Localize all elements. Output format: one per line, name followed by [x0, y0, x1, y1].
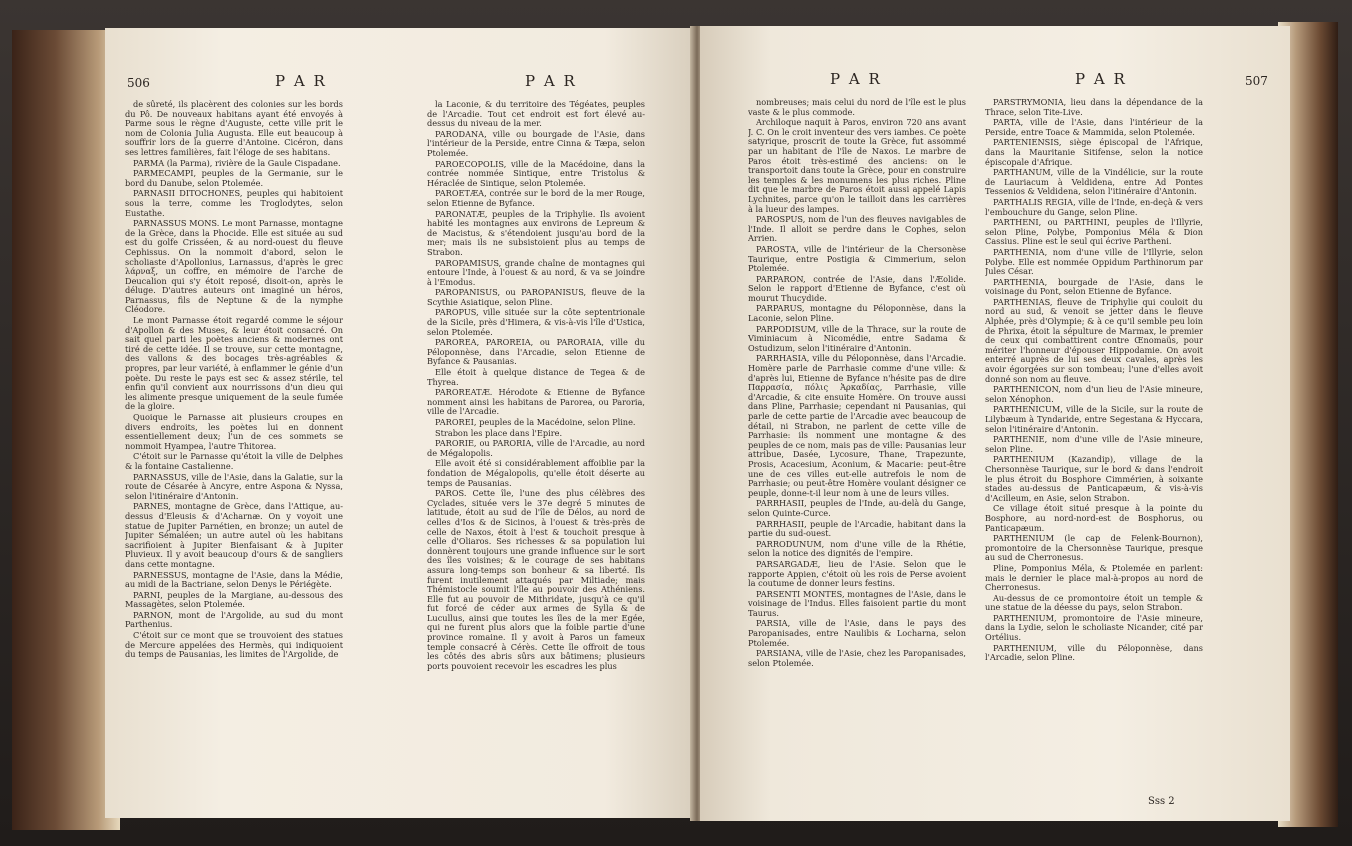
- signature-mark: Sss 2: [1148, 796, 1175, 807]
- dictionary-entry: PARTHENIUM (le cap de Felenk-Bournon), promontoire de la Chersonnèse Taurique, presque au sud de Cherronesus.: [985, 533, 1203, 563]
- dictionary-entry: PARTHENIUM, promontoire de l'Asie mineure, dans la Lydie, selon le scholiaste Nicander, cité par Ortélius.: [985, 612, 1203, 643]
- running-head-right-b: P A R: [1075, 70, 1127, 88]
- dictionary-entry: PARTENIENSIS, siège épiscopal de l'Afrique, dans la Mauritanie Sitifense, selon la notice épiscopale d'Afrique.: [985, 137, 1203, 167]
- dictionary-entry: PARNON, mont de l'Argolide, au sud du mont Parthenius.: [125, 609, 343, 630]
- dictionary-entry: Le mont Parnasse étoit regardé comme le séjour d'Apollon & des Muses, & leur étoit consacré. On sait quel parti les poètes anciens & modernes ont tiré de cette idée. Il se trouve, sur cette montagne, des vallons & des bocages très-agréables & propres, par leur variété, à enflammer le génie d'un poète. Du reste le pays est sec & assez stérile, tel enfin qu'il convient aux nourrissons d'un dieu qui les alimente presque uniquement de la seule fumée de la gloire.: [125, 315, 343, 412]
- dictionary-entry: PARTHANUM, ville de la Vindélicie, sur la route de Lauriacum à Veldidena, entre Ad Pontes Tessenios & Veldidena, selon l'itinéraire d'Antonin.: [985, 167, 1203, 197]
- dictionary-entry: PARTHENIE, nom d'une ville de l'Asie mineure, selon Pline.: [985, 434, 1203, 454]
- dictionary-entry: PARSARGADÆ, lieu de l'Asie. Selon que le rapporte Appien, c'étoit où les rois de Perse avoient la coutume de donner leurs festins.: [748, 558, 966, 589]
- dictionary-entry: PARPARUS, montagne du Péloponnèse, dans la Laconie, selon Pline.: [748, 303, 966, 324]
- dictionary-entry: PARNI, peuples de la Margiane, au-dessous des Massagètes, selon Ptolemée.: [125, 589, 343, 610]
- dictionary-entry: Archiloque naquit à Paros, environ 720 ans avant J. C. On le croit inventeur des vers iambes. Ce poète satyrique, proscrit de toute la Grèce, fut assommé par un habitant de l'île de Naxos. Le marbre de Paros étoit très-estimé des anciens: on le transportoit dans toute la Grèce, pour en construire les temples & les monumens les plus riches. Pline dit que le marbre de Paros étoit aussi appelé Lapis Lychnites, parce qu'on le tailloit dans les carrières à la lueur des lampes.: [748, 117, 966, 214]
- dictionary-entry: PAROS. Cette île, l'une des plus célèbres des Cyclades, située vers le 37e degré 5 minutes de latitude, étoit au sud de l'île de Délos, au nord de celles d'Ios & de Sicinos, à l'ouest & très-près de celle de Naxos, étoit à l'est & touchoit presque à celle d'Oliaros. Ses richesses & sa population lui donnèrent toujours une grande influence sur le sort des îles voisines; & le courage de ses habitans assura long-temps son bonheur & sa liberté. Ils furent inutilement attaqués par Miltiade; mais Thémistocle soumit l'île au pouvoir des Athéniens. Elle fut au pouvoir de Mithridate, jusqu'à ce qu'il fut forcé de céder aux armes de Sylla & de Lucullus, ainsi que toutes les îles de la mer Egée, qui ne furent plus alors que la foible partie d'une province romaine. Il y avoit à Paros un fameux temple consacré à Cérès. Cette île offroit de tous les côtés des abris sûrs aux bâtimens; plusieurs ports pouvoient recevoir les escadres les plus: [427, 488, 645, 671]
- dictionary-entry: PARNASSUS MONS. Le mont Parnasse, montagne de la Grèce, dans la Phocide. Elle est située au sud est du golfe Crisséen, & au nord-ouest du fleuve Cephissus. On la nommoit d'abord, selon le scholiaste d'Apollonius, Larnassus, d'après le grec λάρναξ, un coffre, en mémoire de l'arche de Deucalion qui s'y étoit reposé, disoit-on, après le déluge. D'autres auteurs ont imaginé un héros, Parnassus, fils de Neptune & de la nymphe Cléodore.: [125, 218, 343, 315]
- right-page-column-b: [985, 98, 1203, 821]
- dictionary-entry: PARNESSUS, montagne de l'Asie, dans la Médie, au midi de la Bactriane, selon Denys le Périégète.: [125, 569, 343, 590]
- dictionary-entry: PARTHENI, ou PARTHINI, peuples de l'Illyrie, selon Pline, Polybe, Pomponius Méla & Dion Cassius. Pline est le seul qui écrive Partheni.: [985, 217, 1203, 247]
- dictionary-entry: PARMECAMPI, peuples de la Germanie, sur le bord du Danube, selon Ptolemée.: [125, 168, 343, 188]
- dictionary-entry: PARTHALIS REGIA, ville de l'Inde, en-deçà & vers l'embouchure du Gange, selon Pline.: [985, 196, 1203, 217]
- dictionary-entry: PARPODISUM, ville de la Thrace, sur la route de Viminiacum à Nicomédie, entre Sadama & Ostudizum, selon l'itinéraire d'Antonin.: [748, 323, 966, 353]
- dictionary-entry: la Laconie, & du territoire des Tégéates, peuples de l'Arcadie. Tout cet endroit est fort élevé au-dessus du niveau de la mer.: [427, 100, 645, 129]
- dictionary-entry: PARTHENIA, nom d'une ville de l'Illyrie, selon Polybe. Elle est nommée Oppidum Parthinorum par Jules César.: [985, 246, 1203, 277]
- dictionary-entry: PARRODUNUM, nom d'une ville de la Rhétie, selon la notice des dignités de l'empire.: [748, 538, 966, 559]
- dictionary-entry: PAROETÆA, contrée sur le bord de la mer Rouge, selon Etienne de Byfance.: [427, 188, 645, 208]
- left-page: [105, 28, 693, 818]
- page-number-right: 507: [1245, 74, 1268, 88]
- dictionary-entry: PARTA, ville de l'Asie, dans l'intérieur de la Perside, entre Toace & Mammida, selon Ptolemée.: [985, 117, 1203, 137]
- page-number-left: 506: [127, 76, 150, 90]
- dictionary-entry: PARODANA, ville ou bourgade de l'Asie, dans l'intérieur de la Perside, entre Cinna & Tæpa, selon Ptolemée.: [427, 128, 645, 158]
- left-page-column-b: [427, 100, 645, 818]
- dictionary-entry: Au-dessus de ce promontoire étoit un temple & une statue de la déesse du pays, selon Strabon.: [985, 592, 1203, 613]
- dictionary-entry: PARTHENICUM, ville de la Sicile, sur la route de Lilybæum à Tyndaride, entre Segestana & Hyccara, selon l'itinéraire d'Antonin.: [985, 404, 1203, 434]
- dictionary-entry: PARMA (la Parma), rivière de la Gaule Cispadane.: [133, 157, 341, 168]
- dictionary-entry: PAROECOPOLIS, ville de la Macédoine, dans la contrée nommée Sintique, entre Tristolus & Héraclée de Sintique, selon Ptolemée.: [427, 158, 645, 188]
- dictionary-entry: PARPARON, contrée de l'Asie, dans l'Æolide. Selon le rapport d'Etienne de Byfance, c'est où mourut Thucydide.: [748, 273, 966, 303]
- running-head-right-a: P A R: [830, 70, 882, 88]
- dictionary-entry: PARTHENIAS, fleuve de Triphylie qui couloit du nord au sud, & venoit se jetter dans le fleuve Alphée, près d'Olympie; & à ce qu'il semble peu loin de Phrixa, étoit la sépulture de Marmax, le premier de ceux qui combattirent contre Œnomaüs, pour mériter l'honneur d'épouser Hippodamie. On avoit enterré auprès de lui ses deux cavales, après les avoir égorgées sur son tombeau; l'une d'elles avoit donné son nom au fleuve.: [985, 296, 1203, 384]
- dictionary-entry: C'étoit sur le Parnasse qu'étoit la ville de Delphes & la fontaine Castalienne.: [125, 451, 343, 471]
- dictionary-entry: PARTHENIUM, ville du Péloponnèse, dans l'Arcadie, selon Pline.: [985, 642, 1203, 663]
- dictionary-entry: PAROSTA, ville de l'intérieur de la Chersonèse Taurique, entre Postigia & Cimmerium, selon Ptolemée.: [748, 243, 966, 274]
- dictionary-entry: PAROSPUS, nom de l'un des fleuves navigables de l'Inde. Il alloit se perdre dans le Cophes, selon Arrien.: [748, 214, 966, 244]
- dictionary-entry: PARTHENIA, bourgade de l'Asie, dans le voisinage du Pont, selon Etienne de Byfance.: [985, 276, 1203, 297]
- dictionary-entry: C'étoit sur ce mont que se trouvoient des statues de Mercure appelées des Hermès, qui indiquoient du temps de Pausanias, les limites de l'Argolide, de: [125, 630, 343, 660]
- dictionary-entry: PARRHASIA, ville du Péloponnèse, dans l'Arcadie. Homère parle de Parrhasie comme d'une ville: & d'après lui, Etienne de Byfance n'hésite pas de dire Παρρασία, πόλις Ἀρκαδίας, Parrhasie, ville d'Arcadie, & cite ensuite Homère. On trouve aussi dans Pline, Parrhasie; cependant ni Pausanias, qui parle de cette partie de l'Arcadie avec beaucoup de détail, ni Strabon, ne parlent de cette ville de Parrhasie: ils nomment une montagne & des peuples de ce nom, mais pas de ville: Pausanias leur attribue, Dasée, Lycosure, Thane, Trapezunte, Prosis, Acacesium, Aconium, & Macarie: peut-être une de ces villes eut-elle autrefois le nom de Parrhasie; ou peut-être Homère voulant désigner ce peuple, donne-t-il leur nom à une de leurs villes.: [748, 353, 966, 498]
- dictionary-entry: PARORIE, ou PARORIA, ville de l'Arcadie, au nord de Mégalopolis.: [427, 438, 645, 458]
- dictionary-entry: PARSIA, ville de l'Asie, dans le pays des Paropanisades, entre Naulibis & Locharna, selon Ptolemée.: [748, 618, 966, 648]
- dictionary-entry: PARSTRYMONIA, lieu dans la dépendance de la Thrace, selon Tite-Live.: [985, 98, 1203, 117]
- dictionary-entry: nombreuses; mais celui du nord de l'île est le plus vaste & le plus commode.: [748, 98, 966, 117]
- dictionary-entry: PAROREI, peuples de la Macédoine, selon Pline.: [435, 417, 636, 427]
- dictionary-entry: de sûreté, ils placèrent des colonies sur les bords du Pô. De nouveaux habitans ayant été envoyés à Parme sous le règne d'Auguste, cette ville prit le nom de Colonia Julia Augusta. Elle eut beaucoup à souffrir lors de la guerre d'Antoine. Cicéron, dans ses lettres familières, fait l'éloge de ses habitans.: [125, 100, 343, 157]
- left-page-column-a: [125, 100, 343, 818]
- dictionary-entry: PARRHASII, peuples de l'Inde, au-delà du Gange, selon Quinte-Curce.: [748, 498, 966, 518]
- dictionary-entry: Elle avoit été si considérablement affoiblie par la fondation de Mégalopolis, qu'elle étoit déserte au temps de Pausanias.: [427, 458, 645, 488]
- dictionary-entry: PARNES, montagne de Grèce, dans l'Attique, au-dessus d'Eleusis & d'Acharnæ. On y voyoit une statue de Jupiter Parnétien, en bronze; un autel de Jupiter Sémaléen; un autre autel où les habitans sacrifioient à Jupiter Bienfaisant & à Jupiter Pluvieux. Il y avoit beaucoup d'ours & de sangliers dans cette montagne.: [125, 501, 343, 569]
- dictionary-entry: Quoique le Parnasse ait plusieurs croupes en divers endroits, les poètes lui en donnent essentiellement deux; l'un de ces sommets se nommoit Hyampea, l'autre Thitorea.: [125, 412, 343, 451]
- dictionary-entry: PAROPANISUS, ou PAROPANISUS, fleuve de la Scythie Asiatique, selon Pline.: [427, 287, 645, 307]
- book-edge-left: [12, 30, 120, 830]
- dictionary-entry: Elle étoit à quelque distance de Tegea & de Thyrea.: [427, 367, 645, 387]
- dictionary-entry: PAROREA, PAROREIA, ou PARORAIA, ville du Péloponnèse, dans l'Arcadie, selon Etienne de Byfance & Pausanias.: [427, 337, 645, 367]
- right-page: [700, 26, 1290, 821]
- dictionary-entry: PARNASII DITOCHONES, peuples qui habitoient sous la terre, comme les Troglodytes, selon Eustathe.: [125, 188, 343, 218]
- dictionary-entry: PARTHENICON, nom d'un lieu de l'Asie mineure, selon Xénophon.: [985, 384, 1203, 404]
- dictionary-entry: PARONATÆ, peuples de la Triphylie. Ils avoient habité les montagnes aux environs de Lepreum & de Macistus, & s'étendoient jusqu'au bord de la mer; mais ils ne subsistoient plus au temps de Strabon.: [427, 208, 645, 257]
- running-head-left-b: P A R: [525, 72, 577, 90]
- dictionary-entry: Strabon les place dans l'Epire.: [435, 427, 563, 438]
- dictionary-entry: PARNASSUS, ville de l'Asie, dans la Galatie, sur la route de Césarée à Ancyre, entre Aspona & Nyssa, selon l'itinéraire d'Antonin.: [125, 471, 343, 501]
- dictionary-entry: PAROREATÆ. Hérodote & Etienne de Byfance nomment ainsi les habitans de Parorea, ou Paroria, ville de l'Arcadie.: [427, 387, 645, 417]
- dictionary-entry: PARRHASII, peuple de l'Arcadie, habitant dans la partie du sud-ouest.: [748, 518, 966, 539]
- dictionary-entry: PARTHENIUM (Kazandip), village de la Chersonnèse Taurique, sur le bord & dans l'endroit le plus étroit du Bosphore Cimmérien, à soixante stades au-dessus de Panticapæum, & vis-à-vis d'Acilleum, en Asie, selon Strabon.: [985, 454, 1203, 503]
- dictionary-entry: Pline, Pomponius Méla, & Ptolemée en parlent: mais le dernier le place mal-à-propos au nord de Cherronesus.: [985, 562, 1203, 593]
- dictionary-entry: PAROPAMISUS, grande chaîne de montagnes qui entoure l'Inde, à l'ouest & au nord, & va se joindre à l'Emodus.: [427, 257, 645, 287]
- running-head-left-a: P A R: [275, 72, 327, 90]
- dictionary-entry: PAROPUS, ville située sur la côte septentrionale de la Sicile, près d'Himera, & vis-à-vis l'île d'Ustica, selon Ptolemée.: [427, 307, 645, 337]
- dictionary-entry: PARSENTI MONTES, montagnes de l'Asie, dans le voisinage de l'Indus. Elles faisoient partie du mont Taurus.: [748, 588, 966, 618]
- right-page-column-a: [748, 98, 966, 821]
- dictionary-entry: Ce village étoit situé presque à la pointe du Bosphore, au nord-nord-est de Bosphorus, ou Panticapæum.: [985, 503, 1203, 533]
- dictionary-entry: PARSIANA, ville de l'Asie, chez les Paropanisades, selon Ptolemée.: [748, 648, 966, 668]
